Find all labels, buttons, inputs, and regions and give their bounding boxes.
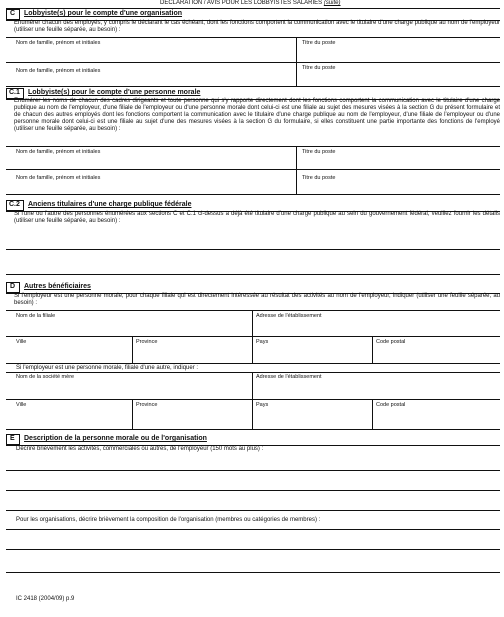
section-e-letter: E [10, 435, 15, 442]
subsidiary-country-field[interactable] [254, 346, 370, 361]
divider [6, 572, 500, 573]
header-title: DÉCLARATION / AVIS POUR LES LOBBYISTES SALARIÉS [160, 0, 323, 6]
job-title-field-2[interactable] [298, 181, 498, 193]
divider [372, 336, 373, 363]
divider [6, 249, 500, 250]
country-label: Pays [256, 402, 269, 408]
name-field-label: Nom de famille, prénom et initiales [16, 40, 101, 46]
province-label: Province [136, 402, 158, 408]
divider [372, 399, 373, 429]
divider [6, 169, 500, 170]
form-identifier: IC 2418 (2004/09) p.9 [16, 596, 75, 602]
subsidiary-city-field[interactable] [8, 346, 130, 361]
job-title-field-1[interactable] [298, 155, 498, 167]
city-label: Ville [16, 402, 27, 408]
section-d-title: Autres bénéficiaires [24, 283, 91, 290]
section-e-instructions: Décrire brièvement les activités, commerciales ou autres, de l'employeur (150 mots au plus) : [16, 446, 264, 452]
subsidiary-address-field[interactable] [254, 320, 498, 334]
divider [132, 336, 133, 363]
divider [6, 62, 500, 63]
divider [6, 510, 500, 511]
name-field-2[interactable] [8, 74, 294, 86]
divider [6, 310, 500, 311]
divider [6, 363, 500, 364]
job-title-field-label: Titre du poste [302, 149, 336, 155]
name-field-1[interactable] [8, 155, 294, 167]
address-label: Adresse de l'établissement [256, 313, 322, 319]
parent-instructions: Si l'employeur est une personne morale, filiale d'une autre, indiquer : [16, 365, 199, 371]
name-field-label: Nom de famille, prénom et initiales [16, 149, 101, 155]
section-c-letter: C [10, 10, 16, 17]
parent-country-field[interactable] [254, 409, 370, 427]
parent-name-label: Nom de la société mère [16, 374, 75, 380]
section-c1-title: Lobbyiste(s) pour le compte d'une personne morale [28, 89, 201, 96]
section-c2-title: Anciens titulaires d'une charge publique fédérale [28, 201, 192, 208]
name-field-1[interactable] [8, 46, 294, 60]
parent-city-field[interactable] [8, 409, 130, 427]
divider [6, 372, 500, 373]
postal-code-label: Code postal [376, 402, 406, 408]
postal-code-label: Code postal [376, 339, 406, 345]
activities-description-field[interactable] [8, 454, 498, 510]
subsidiary-province-field[interactable] [134, 346, 250, 361]
section-c2-instructions: Si l'une ou l'autre des personnes énumérées aux sections C et C.1 ci-dessus a déjà été titulaire d'une charge publique au sein du gouvernement fédéral, veuillez fournir les détails (utiliser une feuille séparée, au besoin) : [14, 211, 500, 225]
divider [6, 399, 500, 400]
subsidiary-postal-code-field[interactable] [374, 346, 498, 361]
name-field-label: Nom de famille, prénom et initiales [16, 175, 101, 181]
parent-name-field[interactable] [8, 381, 250, 397]
divider [6, 86, 500, 87]
section-d-instructions: Si l'employeur est une personne morale, pour chaque filiale qui est directement intéressée au résultat des activités au nom de l'employeur, indiquer (utiliser une feuille séparée, au besoin) : [14, 293, 500, 307]
parent-province-field[interactable] [134, 409, 250, 427]
divider [252, 372, 253, 429]
parent-address-field[interactable] [254, 381, 498, 397]
subsidiary-name-label: Nom de la filiale [16, 313, 56, 319]
divider [6, 470, 500, 471]
divider [6, 549, 500, 550]
section-c2-letter: C.2 [9, 201, 20, 208]
job-title-field-1[interactable] [298, 46, 498, 60]
country-label: Pays [256, 339, 269, 345]
section-c-title: Lobbyiste(s) pour le compte d'une organisation [24, 10, 183, 17]
section-e-title: Description de la personne morale ou de l'organisation [24, 435, 207, 442]
divider [6, 490, 500, 491]
former-office-holder-details-field[interactable] [8, 228, 498, 272]
city-label: Ville [16, 339, 27, 345]
divider [6, 429, 500, 430]
page-header [160, 0, 341, 7]
section-c1-letter: C.1 [9, 89, 20, 96]
section-c1-instructions: Enumérer les noms de chacun des cadres dirigeants et toute personne qui s'y rapporte directement dont les fonctions comportent la communication avec le titulaire d'une charge publique au nom de l'employeur, d'une filiale de l'employeur ou d'une personne morale dont celui-ci est une filiale au sujet des mesures visées à la section G du présent formulaire et de chacun des autres employés dont les fonctions comportent la communication avec le titulaire d'une charge publique au nom de l'employeur, d'une filiale de l'employeur ou d'une personne morale dont celui-ci est une filiale au sujet d'une des mesures visées à la section G du formulaire, si elles constituent une partie importante des fonctions de l'employé (utiliser une feuille séparée, au besoin) : [14, 98, 500, 133]
name-field-label: Nom de famille, prénom et initiales [16, 68, 101, 74]
province-label: Province [136, 339, 158, 345]
job-title-field-2[interactable] [298, 72, 498, 86]
divider [6, 529, 500, 530]
job-title-field-label: Titre du poste [302, 65, 336, 71]
divider [132, 399, 133, 429]
address-label: Adresse de l'établissement [256, 374, 322, 380]
divider [6, 37, 500, 38]
parent-postal-code-field[interactable] [374, 409, 498, 427]
section-d-letter: D [10, 283, 16, 290]
divider [6, 146, 500, 147]
name-field-2[interactable] [8, 181, 294, 193]
subsidiary-name-field[interactable] [8, 320, 250, 334]
divider [6, 336, 500, 337]
section-c-instructions: Enumérer chacun des employés, y compris le déclarant le cas échéant, dont les fonctions comportent la communication avec le titulaire d'une charge publique au nom de l'employeur (utiliser une feuille séparée, au besoin) : [14, 20, 500, 34]
divider [6, 194, 500, 195]
section-c-top-rule [6, 8, 500, 9]
job-title-field-label: Titre du poste [302, 40, 336, 46]
divider [6, 274, 500, 275]
org-composition-instructions: Pour les organisations, décrire brièvement la composition de l'organisation (membres ou catégories de membres) : [16, 517, 321, 523]
header-suffix: (suite) [323, 0, 341, 6]
divider [296, 146, 297, 194]
job-title-field-label: Titre du poste [302, 175, 336, 181]
